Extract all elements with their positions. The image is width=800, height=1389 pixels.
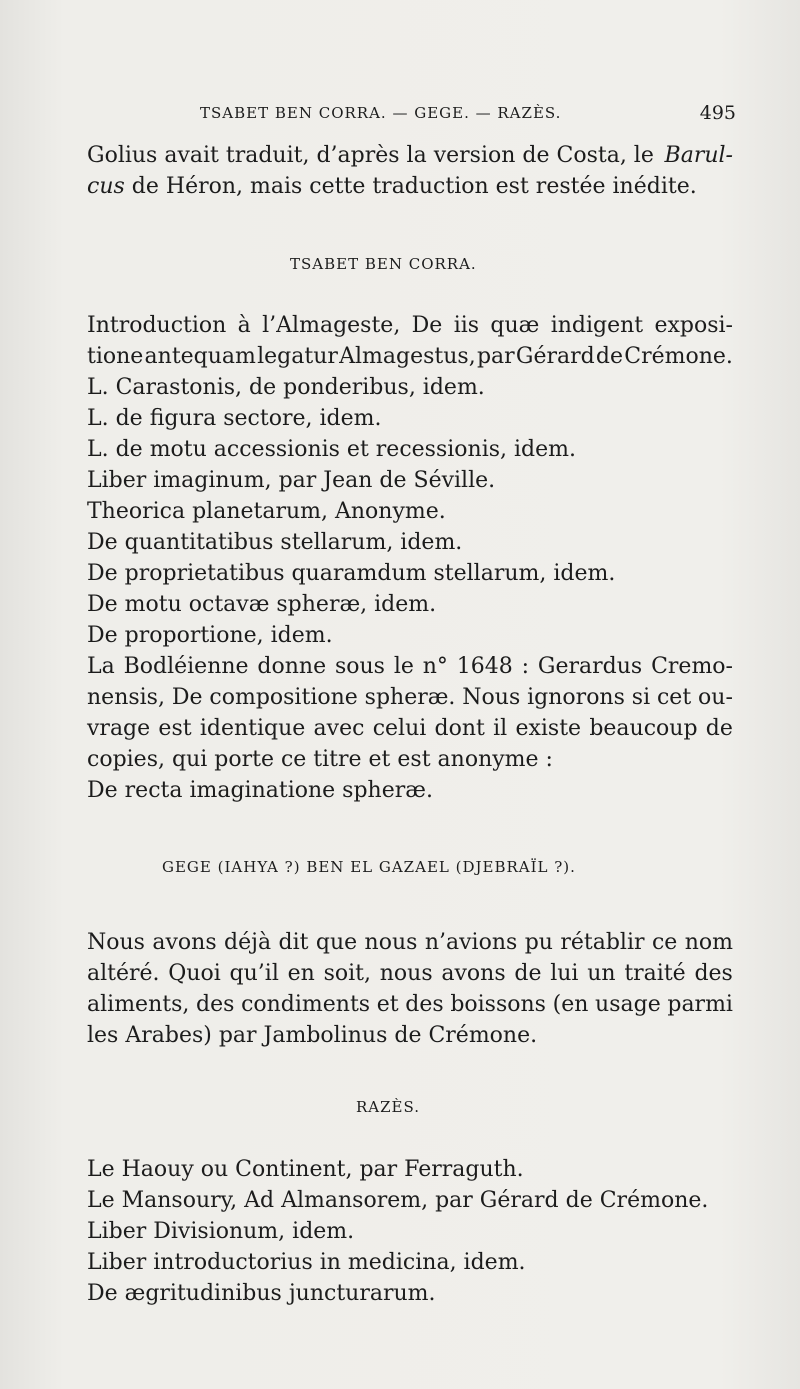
word: nensis, [87, 685, 165, 710]
word: antequam [144, 344, 256, 369]
word: rétablir [560, 930, 645, 955]
word: traité [624, 961, 686, 986]
word: tione [87, 344, 144, 369]
text-line [87, 341, 733, 372]
word: de [595, 344, 624, 369]
word: condiments [241, 992, 371, 1017]
word: Gérard [515, 344, 595, 369]
text-line [87, 682, 733, 713]
word: usage [595, 992, 661, 1017]
word: vrage [87, 716, 151, 741]
word: il [493, 716, 508, 741]
section-razes-body [87, 1154, 733, 1309]
text-line [87, 958, 733, 989]
word: ignorons [527, 685, 625, 710]
section-heading-razes: RAZÈS. [356, 1098, 421, 1116]
word: avons [152, 930, 217, 955]
word: avec [313, 716, 365, 741]
text-line: copies, qui porte ce titre et est anonyme : [87, 747, 553, 772]
word: aliments, [87, 992, 190, 1017]
text-line: De proprietatibus quaramdum stellarum, idem. [87, 561, 616, 586]
word: : [521, 654, 530, 679]
page-number: 495 [699, 102, 736, 124]
word: par [476, 344, 515, 369]
word: Quoi [168, 961, 221, 986]
word: des [196, 992, 235, 1017]
text-line [87, 310, 733, 341]
intro-line-1-text: Golius avait traduit, d’après la version de Costa, le [87, 143, 654, 168]
word: de [514, 961, 542, 986]
word: existe [515, 716, 582, 741]
word: avons [441, 961, 506, 986]
intro-line-1 [87, 140, 733, 171]
word: que [315, 930, 358, 955]
text-line: Le Haouy ou Continent, par Ferraguth. [87, 1157, 524, 1182]
word: Introduction [87, 313, 227, 338]
word: et [376, 992, 399, 1017]
intro-line-2 [87, 171, 733, 202]
word: sous [334, 654, 385, 679]
text-line [87, 651, 733, 682]
word: ou- [698, 685, 733, 710]
word: indigent [550, 313, 644, 338]
intro-line-2-text: de Héron, mais cette traduction est restée inédite. [131, 174, 697, 199]
word: parmi [667, 992, 733, 1017]
word: spheræ. [364, 685, 456, 710]
text-line: L. de motu accessionis et recessionis, idem. [87, 437, 576, 462]
text-line: les Arabes) par Jambolinus de Crémone. [87, 1023, 538, 1048]
word: beaucoup [589, 716, 698, 741]
word: donne [257, 654, 327, 679]
section-gege-body [87, 927, 733, 1051]
text-line: Liber Divisionum, idem. [87, 1219, 355, 1244]
text-line: Liber introductorius in medicina, idem. [87, 1250, 526, 1275]
word: Almagestus, [339, 344, 476, 369]
word: nous [379, 961, 433, 986]
word: La [87, 654, 115, 679]
word: Crémone. [624, 344, 733, 369]
word: dont [434, 716, 485, 741]
text-line: Le Mansoury, Ad Almansorem, par Gérard de Crémone. [87, 1188, 709, 1213]
word: cet [656, 685, 692, 710]
section-heading-gege: GEGE (IAHYA ?) BEN EL GAZAEL (DJEBRAÏL ?). [162, 858, 576, 876]
word: déjà [224, 930, 272, 955]
word: Nous [87, 930, 145, 955]
text-line [87, 713, 733, 744]
intro-line-1-italic: Barul- [664, 143, 733, 168]
text-line [87, 989, 733, 1020]
running-header: TSABET BEN CORRA. — GEGE. — RAZÈS. [200, 104, 562, 122]
text-line: Theorica planetarum, Anonyme. [87, 499, 446, 524]
word: lui [550, 961, 579, 986]
text-line: L. de figura sectore, idem. [87, 406, 382, 431]
word: l’Almageste, [262, 313, 401, 338]
text-line: De motu octavæ spheræ, idem. [87, 592, 437, 617]
word: de [705, 716, 733, 741]
word: Bodléienne [123, 654, 249, 679]
word: compositione [209, 685, 358, 710]
word: nous [364, 930, 418, 955]
word: De [171, 685, 203, 710]
word: des [694, 961, 733, 986]
word: si [631, 685, 651, 710]
section-tsabet-body [87, 310, 733, 806]
section-heading-tsabet: TSABET BEN CORRA. [290, 255, 477, 273]
word: nom [684, 930, 733, 955]
word: n’avions [424, 930, 518, 955]
word: est [158, 716, 192, 741]
word: boissons [450, 992, 546, 1017]
intro-line-2-italic: cus [87, 174, 125, 199]
word: altéré. [87, 961, 160, 986]
text-line: L. Carastonis, de ponderibus, idem. [87, 375, 485, 400]
word: le [393, 654, 414, 679]
word: Cremo- [651, 654, 733, 679]
text-line: De recta imaginatione spheræ. [87, 778, 433, 803]
word: à [237, 313, 251, 338]
text-line: Liber imaginum, par Jean de Séville. [87, 468, 496, 493]
text-line: De proportione, idem. [87, 623, 333, 648]
text-line: De ægritudinibus juncturarum. [87, 1281, 436, 1306]
word: en [287, 961, 315, 986]
word: quæ [490, 313, 540, 338]
word: dit [278, 930, 309, 955]
intro-paragraph [87, 140, 733, 202]
word: De [411, 313, 443, 338]
word: identique [199, 716, 306, 741]
word: pu [524, 930, 553, 955]
word: Nous [462, 685, 521, 710]
text-line [87, 927, 733, 958]
word: qu’il [229, 961, 279, 986]
word: Gerardus [537, 654, 643, 679]
word: un [587, 961, 616, 986]
word: n° [422, 654, 448, 679]
word: celui [372, 716, 427, 741]
word: ce [651, 930, 678, 955]
word: soit, [323, 961, 371, 986]
word: exposi- [654, 313, 733, 338]
word: legatur [257, 344, 338, 369]
word: 1648 [456, 654, 513, 679]
word: (en [552, 992, 589, 1017]
word: des [405, 992, 444, 1017]
text-line: De quantitatibus stellarum, idem. [87, 530, 463, 555]
word: iis [453, 313, 480, 338]
